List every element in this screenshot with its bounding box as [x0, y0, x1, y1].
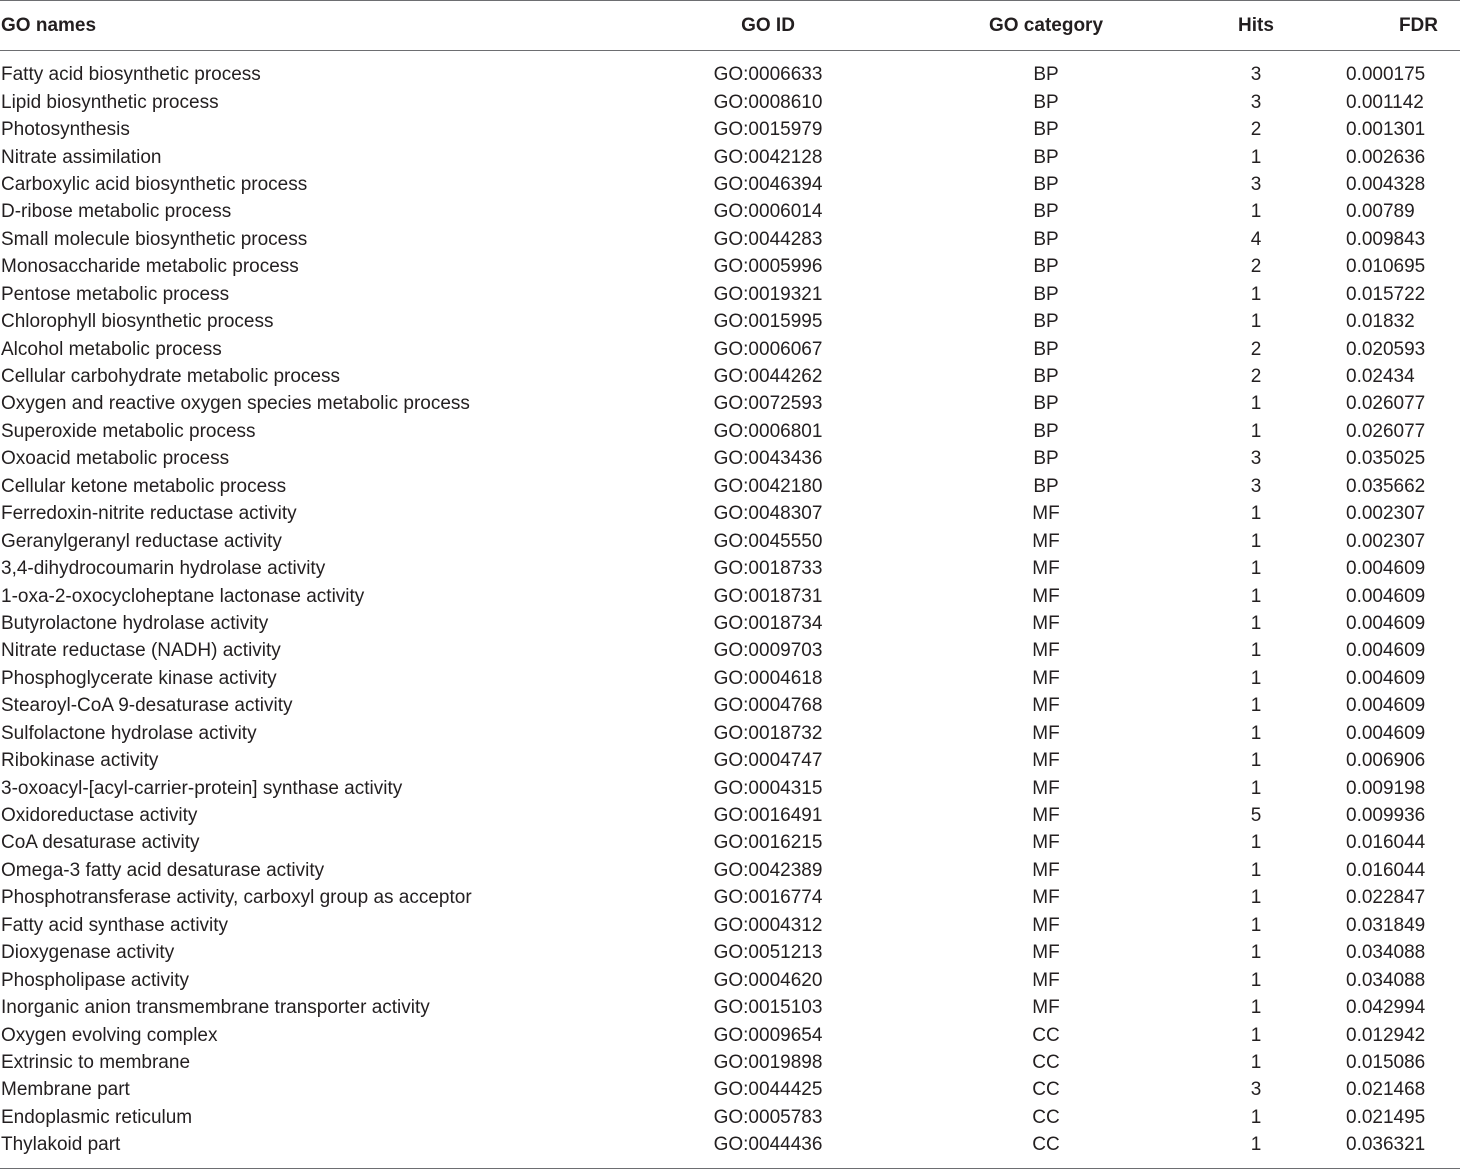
table-row [0, 637, 1460, 664]
cell-go-category: CC [1032, 1051, 1060, 1073]
cell-fdr: 0.021495 [1346, 1106, 1426, 1128]
table-row [0, 61, 1460, 88]
table-row [0, 1021, 1460, 1048]
header-row [0, 1, 1460, 51]
table-row [0, 555, 1460, 582]
cell-go-category: BP [1033, 475, 1059, 497]
table-row [0, 912, 1460, 939]
cell-hits: 1 [1250, 887, 1262, 909]
cell-fdr: 0.001142 [1346, 91, 1424, 113]
cell-go-category: BP [1033, 64, 1059, 86]
cell-go-category: MF [1032, 750, 1060, 772]
table-row [0, 802, 1460, 829]
cell-go-name: Phospholipase activity [1, 969, 189, 991]
table-row [0, 829, 1460, 856]
table-row [0, 253, 1460, 280]
cell-go-id: GO:0019321 [713, 283, 823, 305]
cell-fdr: 0.02434 [1346, 366, 1415, 388]
cell-go-category: MF [1032, 722, 1060, 744]
cell-go-category: MF [1032, 969, 1060, 991]
cell-hits: 1 [1250, 640, 1262, 662]
cell-go-id: GO:0044283 [713, 228, 823, 250]
cell-hits: 1 [1250, 201, 1262, 223]
cell-fdr: 0.004609 [1346, 585, 1426, 607]
cell-go-name: Ribokinase activity [1, 750, 159, 772]
cell-go-name: Sulfolactone hydrolase activity [1, 722, 257, 744]
table-row [0, 88, 1460, 115]
cell-go-name: 1-oxa-2-oxocycloheptane lactonase activity [1, 585, 365, 607]
table-row [0, 390, 1460, 417]
cell-go-category: MF [1032, 859, 1060, 881]
cell-go-name: Stearoyl-CoA 9-desaturase activity [1, 695, 293, 717]
table-row [0, 500, 1460, 527]
cell-go-category: BP [1033, 366, 1059, 388]
cell-fdr: 0.016044 [1346, 832, 1426, 854]
cell-fdr: 0.009198 [1346, 777, 1426, 799]
cell-go-id: GO:0005996 [713, 256, 823, 278]
cell-go-name: Oxygen evolving complex [1, 1024, 218, 1046]
table-row [0, 747, 1460, 774]
cell-go-name: Superoxide metabolic process [1, 420, 256, 442]
cell-go-name: 3-oxoacyl-[acyl-carrier-protein] synthase activity [1, 777, 403, 799]
cell-go-category: BP [1033, 119, 1059, 141]
table-row [0, 610, 1460, 637]
cell-fdr: 0.026077 [1346, 393, 1426, 415]
bottom-rule [0, 1168, 1460, 1169]
cell-hits: 1 [1250, 612, 1262, 634]
cell-go-name: Nitrate reductase (NADH) activity [1, 640, 281, 662]
cell-fdr: 0.042994 [1346, 997, 1426, 1019]
cell-go-id: GO:0048307 [713, 503, 823, 525]
cell-hits: 1 [1250, 997, 1262, 1019]
cell-hits: 4 [1250, 228, 1262, 250]
cell-go-id: GO:0045550 [713, 530, 823, 552]
cell-go-name: Extrinsic to membrane [1, 1051, 191, 1073]
top-spacer [0, 51, 1460, 62]
cell-fdr: 0.004609 [1346, 640, 1426, 662]
cell-go-id: GO:0006014 [713, 201, 823, 223]
cell-go-category: CC [1032, 1134, 1060, 1156]
cell-fdr: 0.004609 [1346, 695, 1426, 717]
cell-go-name: Nitrate assimilation [1, 146, 162, 168]
cell-fdr: 0.021468 [1346, 1079, 1426, 1101]
cell-hits: 1 [1250, 859, 1262, 881]
cell-fdr: 0.004609 [1346, 722, 1426, 744]
cell-go-id: GO:0005783 [713, 1106, 823, 1128]
cell-hits: 1 [1250, 1051, 1262, 1073]
table-row [0, 226, 1460, 253]
table-row [0, 720, 1460, 747]
table-row [0, 116, 1460, 143]
cell-hits: 2 [1250, 119, 1262, 141]
cell-go-name: Cellular carbohydrate metabolic process [1, 366, 340, 388]
cell-go-name: Monosaccharide metabolic process [1, 256, 299, 278]
header-go-category: GO category [988, 14, 1104, 36]
cell-go-id: GO:0018733 [713, 558, 823, 580]
cell-hits: 1 [1250, 777, 1262, 799]
cell-hits: 1 [1250, 969, 1262, 991]
cell-go-category: BP [1033, 311, 1059, 333]
header-go-id: GO ID [741, 14, 795, 36]
cell-go-name: Oxygen and reactive oxygen species metabolic process [1, 393, 470, 415]
cell-hits: 1 [1250, 1024, 1262, 1046]
cell-go-name: Cellular ketone metabolic process [1, 475, 287, 497]
cell-go-name: Pentose metabolic process [1, 283, 230, 305]
cell-hits: 2 [1250, 338, 1262, 360]
cell-fdr: 0.009936 [1346, 805, 1426, 827]
cell-go-category: CC [1032, 1079, 1060, 1101]
cell-go-name: Oxidoreductase activity [1, 805, 198, 827]
cell-go-category: BP [1033, 201, 1059, 223]
cell-hits: 1 [1250, 695, 1262, 717]
cell-hits: 1 [1250, 530, 1262, 552]
table-row [0, 335, 1460, 362]
cell-fdr: 0.031849 [1346, 914, 1426, 936]
cell-fdr: 0.020593 [1346, 338, 1426, 360]
cell-go-id: GO:0006801 [713, 420, 823, 442]
cell-go-id: GO:0016774 [713, 887, 823, 909]
cell-hits: 1 [1250, 667, 1262, 689]
cell-go-name: Thylakoid part [1, 1134, 121, 1156]
cell-go-category: BP [1033, 448, 1059, 470]
cell-go-id: GO:0015103 [713, 997, 823, 1019]
cell-fdr: 0.035025 [1346, 448, 1426, 470]
cell-fdr: 0.009843 [1346, 228, 1426, 250]
cell-go-name: Lipid biosynthetic process [1, 91, 219, 113]
cell-hits: 1 [1250, 914, 1262, 936]
cell-go-category: MF [1032, 585, 1060, 607]
cell-go-category: MF [1032, 997, 1060, 1019]
cell-fdr: 0.015086 [1346, 1051, 1426, 1073]
cell-go-id: GO:0004315 [713, 777, 823, 799]
table-row [0, 774, 1460, 801]
cell-go-name: Phosphoglycerate kinase activity [1, 667, 277, 689]
cell-go-category: BP [1033, 283, 1059, 305]
cell-go-id: GO:0018732 [713, 722, 823, 744]
table-header [0, 1, 1460, 51]
cell-hits: 1 [1250, 558, 1262, 580]
cell-go-category: MF [1032, 640, 1060, 662]
cell-go-id: GO:0042128 [713, 146, 823, 168]
cell-go-category: MF [1032, 805, 1060, 827]
table-row [0, 418, 1460, 445]
table-row [0, 527, 1460, 554]
table-row [0, 1131, 1460, 1158]
cell-go-name: Ferredoxin-nitrite reductase activity [1, 503, 297, 525]
table-row [0, 445, 1460, 472]
cell-go-id: GO:0004747 [713, 750, 823, 772]
cell-go-name: Fatty acid biosynthetic process [1, 64, 261, 86]
cell-go-category: MF [1032, 832, 1060, 854]
cell-go-name: Inorganic anion transmembrane transporter activity [1, 997, 430, 1019]
cell-hits: 1 [1250, 1106, 1262, 1128]
cell-hits: 2 [1250, 256, 1262, 278]
cell-go-id: GO:0006633 [713, 64, 823, 86]
cell-go-name: Oxoacid metabolic process [1, 448, 230, 470]
cell-fdr: 0.010695 [1346, 256, 1426, 278]
cell-go-name: D-ribose metabolic process [1, 201, 232, 223]
cell-go-id: GO:0006067 [713, 338, 823, 360]
cell-go-category: CC [1032, 1024, 1060, 1046]
table-row [0, 171, 1460, 198]
cell-go-id: GO:0015979 [713, 119, 823, 141]
cell-go-category: CC [1032, 1106, 1060, 1128]
table-row [0, 857, 1460, 884]
cell-go-name: Geranylgeranyl reductase activity [1, 530, 282, 552]
cell-go-name: Phosphotransferase activity, carboxyl group as acceptor [1, 887, 472, 909]
cell-hits: 1 [1250, 146, 1262, 168]
cell-go-id: GO:0004312 [713, 914, 823, 936]
header-hits: Hits [1238, 14, 1274, 36]
cell-go-name: Omega-3 fatty acid desaturase activity [1, 859, 325, 881]
cell-hits: 1 [1250, 942, 1262, 964]
cell-fdr: 0.034088 [1346, 942, 1426, 964]
cell-hits: 3 [1250, 173, 1262, 195]
cell-go-category: MF [1032, 914, 1060, 936]
cell-fdr: 0.016044 [1346, 859, 1426, 881]
cell-hits: 1 [1250, 311, 1262, 333]
header-go-names: GO names [1, 14, 97, 36]
cell-go-id: GO:0046394 [713, 173, 823, 195]
table-row [0, 308, 1460, 335]
cell-go-name: Butyrolactone hydrolase activity [1, 612, 269, 634]
cell-go-id: GO:0015995 [713, 311, 823, 333]
cell-go-category: BP [1033, 146, 1059, 168]
table-row [0, 939, 1460, 966]
cell-go-id: GO:0042389 [713, 859, 823, 881]
cell-fdr: 0.004609 [1346, 667, 1426, 689]
cell-fdr: 0.022847 [1346, 887, 1426, 909]
header-fdr: FDR [1398, 14, 1438, 36]
table-row [0, 363, 1460, 390]
cell-go-id: GO:0016491 [713, 805, 823, 827]
table-row [0, 473, 1460, 500]
cell-fdr: 0.015722 [1346, 283, 1426, 305]
cell-go-category: MF [1032, 612, 1060, 634]
cell-go-category: MF [1032, 503, 1060, 525]
table-row [0, 1049, 1460, 1076]
cell-go-id: GO:0043436 [713, 448, 823, 470]
cell-fdr: 0.01832 [1346, 311, 1415, 333]
cell-go-id: GO:0016215 [713, 832, 823, 854]
cell-hits: 3 [1250, 448, 1262, 470]
cell-go-category: MF [1032, 887, 1060, 909]
cell-go-category: BP [1033, 420, 1059, 442]
cell-hits: 3 [1250, 475, 1262, 497]
cell-go-name: CoA desaturase activity [1, 832, 200, 854]
cell-go-category: BP [1033, 256, 1059, 278]
cell-go-name: Chlorophyll biosynthetic process [1, 311, 274, 333]
cell-hits: 3 [1250, 1079, 1262, 1101]
cell-go-category: MF [1032, 530, 1060, 552]
cell-hits: 5 [1250, 805, 1262, 827]
cell-go-category: BP [1033, 228, 1059, 250]
cell-go-category: BP [1033, 91, 1059, 113]
cell-go-id: GO:0018734 [713, 612, 823, 634]
table-row [0, 692, 1460, 719]
cell-go-id: GO:0009703 [713, 640, 823, 662]
cell-go-id: GO:0009654 [713, 1024, 823, 1046]
cell-go-id: GO:0018731 [713, 585, 823, 607]
cell-go-id: GO:0051213 [713, 942, 823, 964]
cell-fdr: 0.006906 [1346, 750, 1426, 772]
cell-go-id: GO:0004618 [713, 667, 823, 689]
cell-fdr: 0.000175 [1346, 64, 1426, 86]
cell-fdr: 0.035662 [1346, 475, 1426, 497]
cell-fdr: 0.036321 [1346, 1134, 1426, 1156]
cell-hits: 1 [1250, 393, 1262, 415]
cell-fdr: 0.012942 [1346, 1024, 1426, 1046]
cell-hits: 1 [1250, 503, 1262, 525]
cell-go-name: Dioxygenase activity [1, 942, 175, 964]
table-row [0, 1104, 1460, 1131]
cell-go-category: BP [1033, 173, 1059, 195]
cell-go-id: GO:0072593 [713, 393, 823, 415]
cell-go-id: GO:0004620 [713, 969, 823, 991]
cell-go-name: Fatty acid synthase activity [1, 914, 229, 936]
cell-go-name: 3,4-dihydrocoumarin hydrolase activity [1, 558, 326, 580]
cell-go-name: Photosynthesis [1, 119, 130, 141]
table-row [0, 582, 1460, 609]
cell-fdr: 0.002636 [1346, 146, 1426, 168]
cell-fdr: 0.002307 [1346, 503, 1426, 525]
cell-hits: 1 [1250, 420, 1262, 442]
cell-hits: 1 [1250, 585, 1262, 607]
cell-go-id: GO:0044425 [713, 1079, 823, 1101]
cell-go-name: Carboxylic acid biosynthetic process [1, 173, 308, 195]
cell-go-category: MF [1032, 695, 1060, 717]
cell-go-name: Membrane part [1, 1079, 130, 1101]
cell-fdr: 0.004328 [1346, 173, 1426, 195]
cell-go-id: GO:0044436 [713, 1134, 823, 1156]
cell-go-category: MF [1032, 558, 1060, 580]
cell-go-name: Alcohol metabolic process [1, 338, 222, 360]
cell-hits: 3 [1250, 64, 1262, 86]
cell-hits: 1 [1250, 722, 1262, 744]
cell-go-category: BP [1033, 338, 1059, 360]
cell-fdr: 0.004609 [1346, 612, 1426, 634]
cell-go-id: GO:0044262 [713, 366, 823, 388]
cell-go-category: MF [1032, 777, 1060, 799]
cell-go-category: MF [1032, 667, 1060, 689]
table-row [0, 966, 1460, 993]
table-body [0, 51, 1460, 1159]
cell-hits: 1 [1250, 750, 1262, 772]
cell-fdr: 0.034088 [1346, 969, 1426, 991]
cell-hits: 3 [1250, 91, 1262, 113]
cell-go-category: BP [1033, 393, 1059, 415]
cell-go-name: Small molecule biosynthetic process [1, 228, 308, 250]
cell-go-id: GO:0004768 [713, 695, 823, 717]
table-row [0, 281, 1460, 308]
cell-fdr: 0.002307 [1346, 530, 1426, 552]
cell-hits: 1 [1250, 1134, 1262, 1156]
cell-hits: 2 [1250, 366, 1262, 388]
table-row [0, 884, 1460, 911]
cell-fdr: 0.00789 [1346, 201, 1415, 223]
cell-go-id: GO:0019898 [713, 1051, 823, 1073]
cell-fdr: 0.004609 [1346, 558, 1426, 580]
cell-go-id: GO:0042180 [713, 475, 823, 497]
cell-fdr: 0.001301 [1346, 119, 1426, 141]
cell-go-id: GO:0008610 [713, 91, 823, 113]
cell-go-name: Endoplasmic reticulum [1, 1106, 193, 1128]
cell-go-category: MF [1032, 942, 1060, 964]
cell-hits: 1 [1250, 832, 1262, 854]
table-row [0, 994, 1460, 1021]
table-row [0, 1076, 1460, 1103]
cell-hits: 1 [1250, 283, 1262, 305]
cell-fdr: 0.026077 [1346, 420, 1426, 442]
table-row [0, 665, 1460, 692]
table-row [0, 198, 1460, 225]
table-row [0, 143, 1460, 170]
